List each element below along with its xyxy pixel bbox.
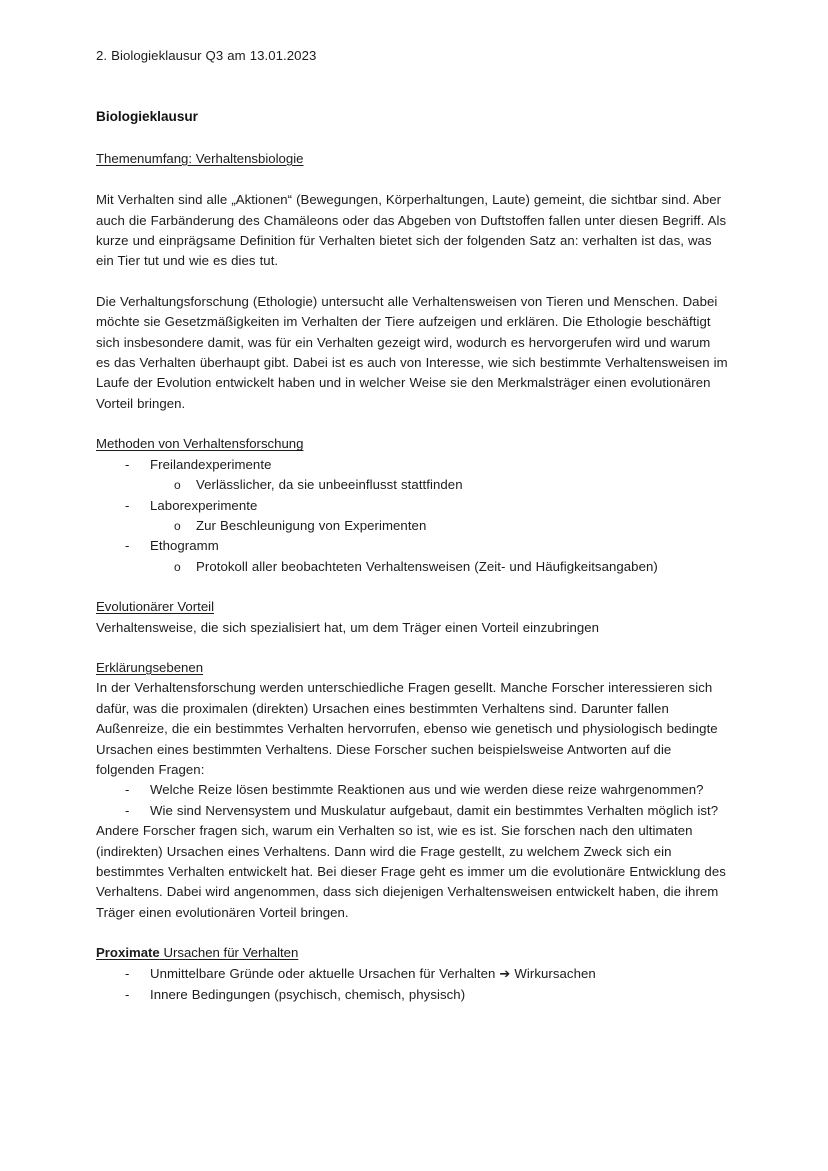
section-heading-label-rest: Ursachen für Verhalten xyxy=(159,945,299,961)
list-item-label: Zur Beschleunigung von Experimenten xyxy=(196,517,427,533)
list-item xyxy=(96,780,728,800)
list-item-label: Wie sind Nervensystem und Muskulatur aufgebaut, damit ein bestimmtes Verhalten möglich ist? xyxy=(150,802,719,818)
list-item xyxy=(96,964,728,985)
list-bullet-dash: - xyxy=(125,802,130,818)
list-item-text-before-arrow: Unmittelbare Gründe oder aktuelle Ursachen für Verhalten xyxy=(150,965,500,981)
spacer xyxy=(96,577,728,597)
list-item xyxy=(96,496,728,516)
list-item-label: Protokoll aller beobachteten Verhaltensweisen (Zeit- und Häufigkeitsangaben) xyxy=(196,558,658,574)
page-title: Biologieklausur xyxy=(96,109,198,125)
list-bullet-dash: - xyxy=(125,782,130,798)
paragraph-verhalten-definition: Mit Verhalten sind alle „Aktionen“ (Bewegungen, Körperhaltungen, Laute) gemeint, die sichtbar sind. Aber auch die Farbänderung des Chamäleons oder das Abgeben von Duftstoffen fallen unter diesen Begriff. Als kurze und einprägsame Definition für Verhalten bietet sich der folgenden Satz an: verhalten ist das, was ein Tier tut und wie es dies tut. xyxy=(96,192,727,269)
list-item-label: Freilandexperimente xyxy=(150,456,272,472)
section-heading-methoden xyxy=(96,434,728,454)
list-bullet-dash: - xyxy=(125,987,130,1003)
proximate-list xyxy=(96,964,728,1006)
list-item xyxy=(96,455,728,475)
section-heading-label-bold: Proximate xyxy=(96,945,160,961)
list-item-label: Welche Reize lösen bestimmte Reaktionen aus und wie werden diese reize wahrgenommen? xyxy=(150,782,704,798)
paragraph-proximale-ursachen: In der Verhaltensforschung werden unterschiedliche Fragen gesellt. Manche Forscher interessieren sich dafür, was die proximalen (direkten) Ursachen eines bestimmten Verhaltens sind. Darunter fallen Außenreize, die ein bestimmtes Verhalten hervorrufen, ebenso wie genetisch und physiologisch bedingte Ursachen eines bestimmten Verhaltens. Diese Forscher suchen beispielsweise Antworten auf die folgenden Fragen: xyxy=(96,680,718,777)
spacer xyxy=(96,66,728,107)
section-heading-label: Methoden von Verhaltensforschung xyxy=(96,436,304,452)
list-item xyxy=(96,985,728,1005)
list-bullet-circle: o xyxy=(174,559,181,574)
spacer xyxy=(96,638,728,658)
list-item-label xyxy=(150,964,728,985)
list-item xyxy=(96,516,728,536)
spacer xyxy=(96,128,728,149)
spacer xyxy=(96,169,728,190)
list-item-label: Laborexperimente xyxy=(150,497,258,513)
list-item-label: Ethogramm xyxy=(150,538,219,554)
list-item xyxy=(96,801,728,821)
list-bullet-circle: o xyxy=(174,518,181,533)
list-bullet-circle: o xyxy=(174,478,181,493)
list-bullet-dash: - xyxy=(125,497,130,513)
list-bullet-dash: - xyxy=(125,538,130,554)
spacer xyxy=(96,272,728,292)
document-content xyxy=(96,46,728,1005)
spacer xyxy=(96,414,728,434)
methoden-list xyxy=(96,455,728,577)
list-bullet-dash: - xyxy=(125,965,130,981)
list-item-label: Innere Bedingungen (psychisch, chemisch, physisch) xyxy=(150,987,466,1003)
section-heading-label: Evolutionärer Vorteil xyxy=(96,599,215,615)
section-heading-proximate xyxy=(96,943,728,963)
section-heading-label: Erklärungsebenen xyxy=(96,659,204,675)
list-item xyxy=(96,536,728,556)
section-heading-label: Themenumfang: Verhaltensbiologie xyxy=(96,150,304,166)
paragraph-ultimate-ursachen: Andere Forscher fragen sich, warum ein Verhalten so ist, wie es ist. Sie forschen nach den ultimaten (indirekten) Ursachen eines Verhaltens. Dann wird die Frage gestellt, zu welchem Zweck sich ein bestimmtes Verhalten entwickelt hat. Bei dieser Frage geht es immer um die evolutionäre Entwicklung des Verhaltens. Dabei wird angenommen, dass sich diejenigen Verhaltensweisen entwickelt haben, die ihrem Träger einen evolutionären Vorteil bringen. xyxy=(96,823,726,920)
section-heading-evolutionaerer-vorteil xyxy=(96,597,728,617)
list-item xyxy=(96,557,728,577)
erklaerungsebenen-question-list xyxy=(96,780,728,821)
spacer xyxy=(96,923,728,943)
paragraph-ethologie: Die Verhaltungsforschung (Ethologie) untersucht alle Verhaltensweisen von Tieren und Menschen. Dabei möchte sie Gesetzmäßigkeiten im Verhalten der Tiere aufzeigen und erklären. Die Ethologie beschäftigt sich insbesondere damit, was für ein Verhalten gezeigt wird, wodurch es hervorgerufen wird und warum es das Verhalten überhaupt gibt. Dabei ist es auch von Interesse, wie sich bestimmte Verhaltensweisen im Laufe der Evolution entwickelt haben und in welcher Weise sie den Merkmalsträger einen evolutionären Vorteil bringen. xyxy=(96,293,728,411)
list-item-text-after-arrow: Wirkursachen xyxy=(510,965,596,981)
list-bullet-dash: - xyxy=(125,456,130,472)
list-item xyxy=(96,475,728,495)
right-arrow-icon: ➔ xyxy=(499,966,511,982)
document-header-line: 2. Biologieklausur Q3 am 13.01.2023 xyxy=(96,48,317,63)
section-heading-themenumfang xyxy=(96,149,728,169)
paragraph-evolutionaerer-vorteil: Verhaltensweise, die sich spezialisiert hat, um dem Träger einen Vorteil einzubringen xyxy=(96,619,600,635)
list-item-label: Verlässlicher, da sie unbeeinflusst stattfinden xyxy=(196,477,463,493)
section-heading-erklaerungsebenen xyxy=(96,658,728,678)
